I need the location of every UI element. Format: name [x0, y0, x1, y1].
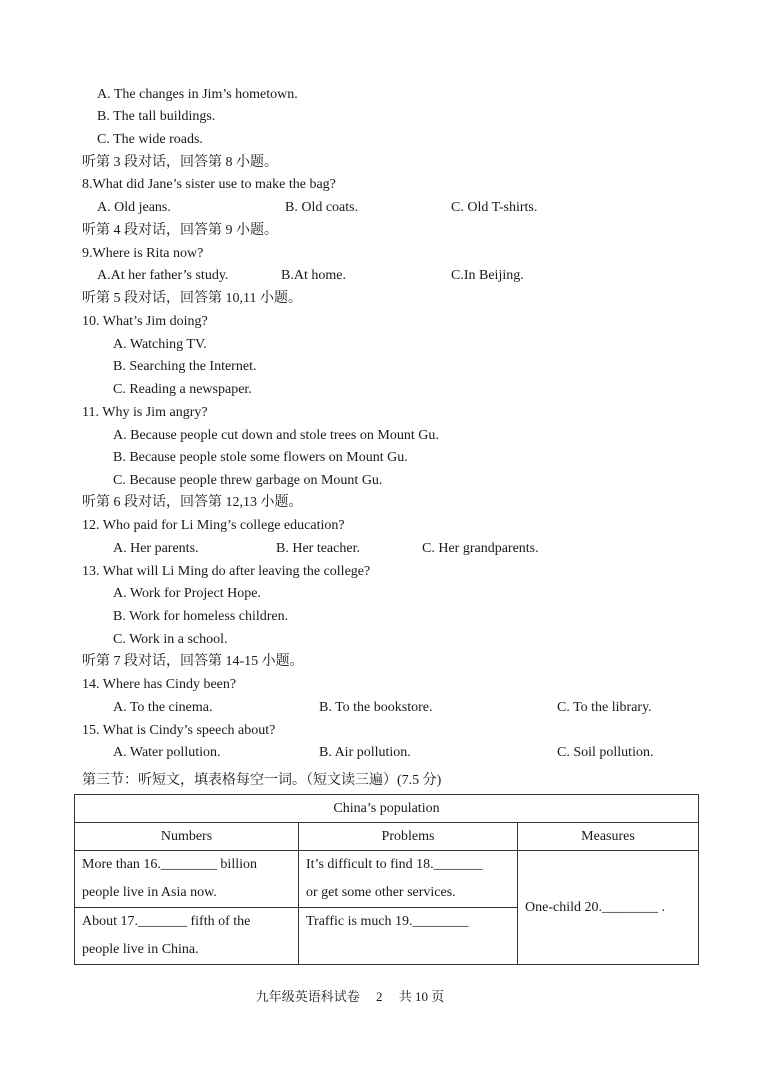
problems-1-continued: or get some other services. — [306, 885, 456, 900]
q8-option-b: B. Old coats. — [285, 200, 359, 215]
q7-option-a: A. The changes in Jim’s hometown. — [97, 87, 298, 102]
blank-18-line: It’s difficult to find 18._______ — [306, 857, 483, 872]
q12-option-c: C. Her grandparents. — [422, 541, 539, 556]
q9-option-b: B.At home. — [281, 268, 346, 283]
q14-option-b: B. To the bookstore. — [319, 700, 433, 715]
page-footer: 九年级英语科试卷 2 共 10 页 — [255, 989, 445, 1004]
q9-option-c: C.In Beijing. — [451, 268, 524, 283]
q13-option-c: C. Work in a school. — [113, 632, 228, 647]
q10-option-b: B. Searching the Internet. — [113, 359, 257, 374]
header-numbers: Numbers — [75, 823, 299, 851]
q10-option-c: C. Reading a newspaper. — [113, 382, 252, 397]
q13-option-b: B. Work for homeless children. — [113, 609, 289, 624]
q14-option-c: C. To the library. — [557, 700, 652, 715]
table-title: China’s population — [75, 795, 699, 823]
cell-problems-2 — [299, 908, 518, 965]
numbers-1-continued: people live in Asia now. — [82, 885, 217, 900]
q8-option-c: C. Old T-shirts. — [451, 200, 538, 215]
section-5-instruction: 听第 5 段对话，回答第 10,11 小题。 — [82, 291, 302, 306]
q12-question: 12. Who paid for Li Ming’s college education? — [82, 518, 345, 533]
header-problems: Problems — [299, 823, 518, 851]
q8-option-a: A. Old jeans. — [97, 200, 171, 215]
q7-option-b: B. The tall buildings. — [97, 109, 216, 124]
part-3-heading: 第三节：听短文，填表格每空一词。（短文读三遍）(7.5 分) — [82, 773, 442, 788]
q14-option-a: A. To the cinema. — [113, 700, 213, 715]
q12-option-b: B. Her teacher. — [276, 541, 360, 556]
blank-19-line: Traffic is much 19.________ — [306, 914, 469, 929]
cell-measures — [518, 851, 699, 965]
cell-problems-1 — [299, 851, 518, 908]
q14-question: 14. Where has Cindy been? — [82, 677, 237, 692]
numbers-2-continued: people live in China. — [82, 942, 199, 957]
blank-17-line: About 17._______ fifth of the — [82, 914, 251, 929]
blank-20-line: One-child 20.________ . — [525, 899, 665, 915]
cell-numbers-1 — [75, 851, 299, 908]
section-6-instruction: 听第 6 段对话，回答第 12,13 小题。 — [82, 495, 303, 510]
q8-question: 8.What did Jane’s sister use to make the bag? — [82, 177, 336, 192]
q15-option-c: C. Soil pollution. — [557, 745, 654, 760]
q10-option-a: A. Watching TV. — [113, 337, 207, 352]
q13-question: 13. What will Li Ming do after leaving the college? — [82, 564, 371, 579]
cell-numbers-2 — [75, 908, 299, 965]
q10-question: 10. What’s Jim doing? — [82, 314, 208, 329]
q15-question: 15. What is Cindy’s speech about? — [82, 723, 276, 738]
q13-option-a: A. Work for Project Hope. — [113, 586, 261, 601]
section-3-instruction: 听第 3 段对话，回答第 8 小题。 — [82, 155, 278, 170]
header-measures: Measures — [518, 823, 699, 851]
section-7-instruction: 听第 7 段对话，回答第 14-15 小题。 — [82, 654, 304, 669]
q11-option-a: A. Because people cut down and stole trees on Mount Gu. — [113, 428, 439, 443]
q11-option-b: B. Because people stole some flowers on Mount Gu. — [113, 450, 408, 465]
q7-option-c: C. The wide roads. — [97, 132, 203, 147]
section-4-instruction: 听第 4 段对话，回答第 9 小题。 — [82, 223, 278, 238]
blank-16-line: More than 16.________ billion — [82, 857, 257, 872]
q12-option-a: A. Her parents. — [113, 541, 199, 556]
q15-option-b: B. Air pollution. — [319, 745, 411, 760]
q11-option-c: C. Because people threw garbage on Mount Gu. — [113, 473, 383, 488]
q15-option-a: A. Water pollution. — [113, 745, 221, 760]
q9-option-a: A.At her father’s study. — [97, 268, 229, 283]
q9-question: 9.Where is Rita now? — [82, 246, 204, 261]
population-table — [74, 794, 699, 965]
q11-question: 11. Why is Jim angry? — [82, 405, 208, 420]
